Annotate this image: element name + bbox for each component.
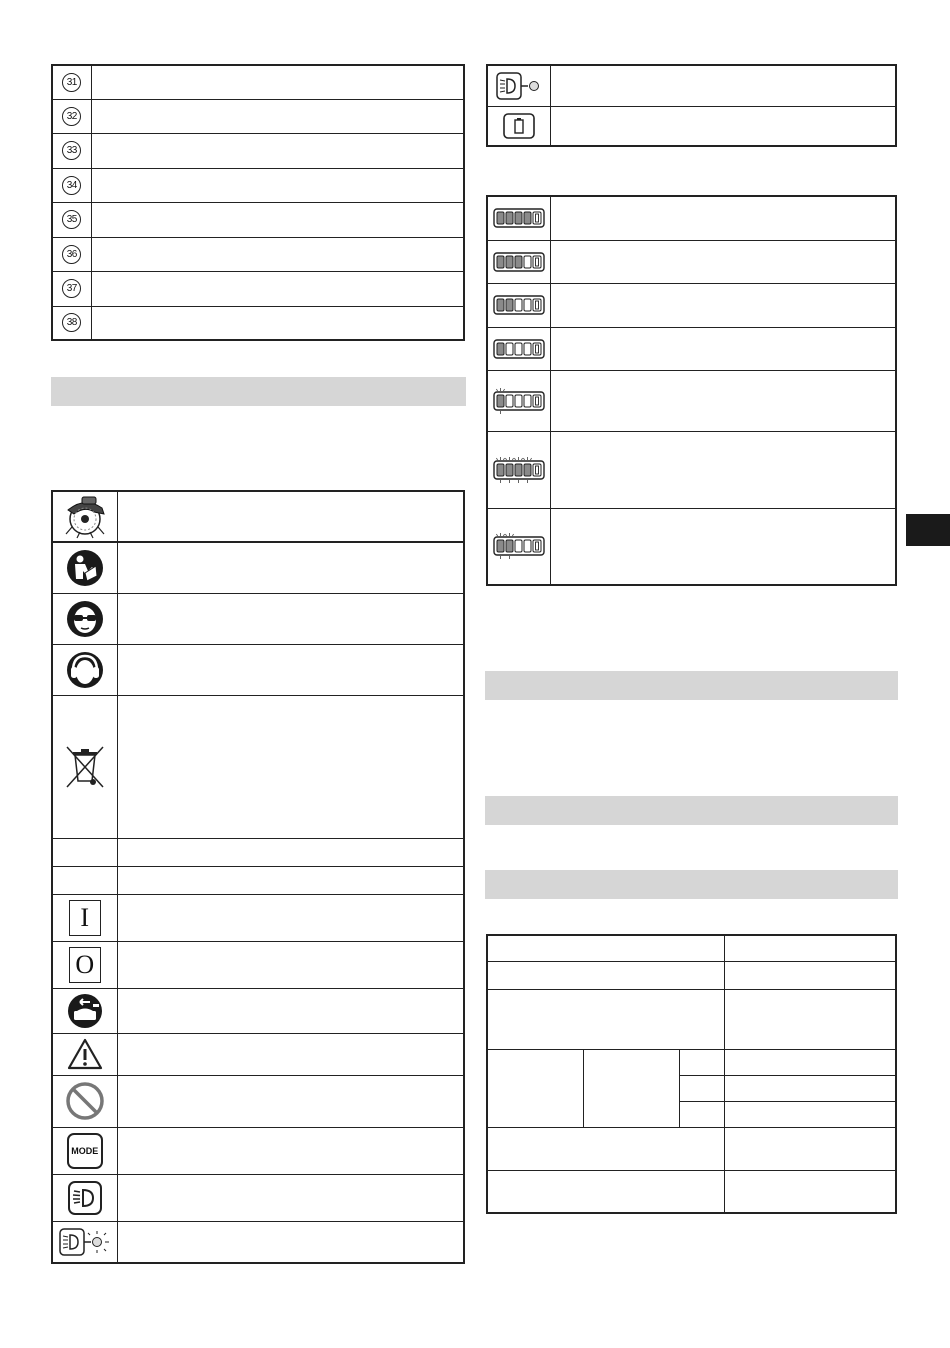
- table-row: [52, 542, 464, 593]
- light-off-icon: [495, 71, 543, 101]
- table-row: [487, 935, 896, 961]
- spec-label: [487, 1170, 724, 1213]
- warning-icon: [67, 1038, 103, 1070]
- battery-description: [550, 508, 896, 585]
- battery-level-1-blink-icon: [491, 387, 547, 415]
- table-row: [487, 327, 896, 370]
- table-row: [52, 593, 464, 644]
- spec-value: [724, 961, 896, 989]
- part-number: 33: [62, 141, 81, 160]
- table-row: [487, 1170, 896, 1213]
- table-row: [52, 894, 464, 941]
- part-number: 32: [62, 107, 81, 126]
- symbol-description: [117, 593, 464, 644]
- table-row: [487, 1127, 896, 1170]
- spec-label: [487, 935, 724, 961]
- table-row: [52, 941, 464, 988]
- symbol-empty-cell: [52, 866, 117, 894]
- read-manual-icon: [66, 549, 104, 587]
- table-row: [487, 961, 896, 989]
- battery-level-alternate-blink-icon: [491, 532, 547, 560]
- ear-protection-icon: [66, 651, 104, 689]
- mode-label: MODE: [71, 1145, 99, 1156]
- battery-level-all-blink-icon: [491, 456, 547, 484]
- table-row: [52, 1075, 464, 1127]
- part-description: [91, 271, 464, 306]
- part-description: [91, 65, 464, 99]
- table-row: [52, 695, 464, 838]
- spec-value: [724, 1170, 896, 1213]
- table-row: [487, 431, 896, 508]
- part-number: 36: [62, 245, 81, 264]
- table-row: [52, 1127, 464, 1174]
- battery-level-4-icon: [491, 204, 547, 232]
- table-row: [52, 1221, 464, 1263]
- spec-label: [487, 1127, 724, 1170]
- spec-value: [724, 989, 896, 1049]
- table-row: [52, 99, 464, 133]
- section-heading-band: [51, 377, 466, 406]
- table-row: [52, 491, 464, 542]
- part-description: [91, 237, 464, 271]
- section-heading-band: [485, 870, 898, 899]
- part-description: [91, 202, 464, 237]
- crossed-bin-icon: [65, 745, 105, 789]
- table-row: [52, 168, 464, 202]
- symbols-table: [51, 490, 465, 1264]
- spec-value: [724, 1127, 896, 1170]
- table-row: [52, 988, 464, 1033]
- section-heading-band: [485, 796, 898, 825]
- table-row: [52, 133, 464, 168]
- table-row: [52, 306, 464, 340]
- switch-off-label: O: [75, 949, 95, 979]
- symbol-description: [117, 695, 464, 838]
- battery-description: [550, 370, 896, 431]
- prohibited-icon: [65, 1081, 105, 1121]
- safety-glasses-icon: [66, 600, 104, 638]
- table-row: [487, 65, 896, 106]
- table-row: [52, 202, 464, 237]
- table-row: [487, 1049, 896, 1075]
- spec-subgroup: [583, 1049, 679, 1127]
- part-number: 34: [62, 176, 81, 195]
- battery-level-1-icon: [491, 335, 547, 363]
- light-on-icon: [58, 1226, 112, 1258]
- table-row: [52, 838, 464, 866]
- switch-on-label: I: [80, 902, 90, 932]
- symbol-description: [117, 1075, 464, 1127]
- symbol-description: [117, 988, 464, 1033]
- symbol-empty-cell: [52, 838, 117, 866]
- part-description: [91, 306, 464, 340]
- spec-item: [679, 1101, 724, 1127]
- spec-value: [724, 935, 896, 961]
- battery-level-2-icon: [491, 291, 547, 319]
- spec-value: [724, 1101, 896, 1127]
- battery-description: [550, 327, 896, 370]
- spec-value: [724, 1049, 896, 1075]
- disconnect-battery-icon: [66, 992, 104, 1030]
- section-heading-band: [485, 671, 898, 700]
- symbol-description: [117, 644, 464, 695]
- symbol-description: [117, 838, 464, 866]
- battery-description: [550, 240, 896, 283]
- table-row: [52, 271, 464, 306]
- circular-saw-icon: [60, 494, 110, 540]
- table-row: [487, 196, 896, 240]
- table-row: [487, 283, 896, 327]
- symbol-description: [117, 542, 464, 593]
- spec-label: [487, 961, 724, 989]
- symbol-description: [117, 1174, 464, 1221]
- spec-table: [486, 934, 897, 1214]
- part-number: 37: [62, 279, 81, 298]
- spec-label: [487, 989, 724, 1049]
- part-number: 38: [62, 313, 81, 332]
- spec-group: [487, 1049, 583, 1127]
- symbol-description: [117, 894, 464, 941]
- symbol-description: [117, 1221, 464, 1263]
- table-row: [52, 1174, 464, 1221]
- symbol-description: [117, 491, 464, 542]
- battery-description: [550, 283, 896, 327]
- symbol-description: [117, 866, 464, 894]
- table-row: [52, 866, 464, 894]
- battery-description: [550, 196, 896, 240]
- battery-icon: [502, 112, 536, 140]
- battery-level-table: [486, 195, 897, 586]
- part-number: 31: [62, 73, 81, 92]
- switch-off-icon: [69, 947, 101, 983]
- table-row: [52, 65, 464, 99]
- symbol-description: [117, 1127, 464, 1174]
- light-description: [550, 106, 896, 146]
- spec-item: [679, 1075, 724, 1101]
- section-tab: [906, 514, 950, 546]
- table-row: [52, 1033, 464, 1075]
- switch-on-icon: [69, 900, 101, 936]
- parts-table: [51, 64, 465, 341]
- spec-value: [724, 1075, 896, 1101]
- table-row: [52, 237, 464, 271]
- table-row: [487, 370, 896, 431]
- table-row: [487, 989, 896, 1049]
- battery-description: [550, 431, 896, 508]
- symbol-description: [117, 941, 464, 988]
- symbol-description: [117, 1033, 464, 1075]
- light-description: [550, 65, 896, 106]
- table-row: [487, 240, 896, 283]
- part-description: [91, 168, 464, 202]
- part-description: [91, 99, 464, 133]
- table-row: [487, 508, 896, 585]
- table-row: [52, 644, 464, 695]
- battery-level-3-icon: [491, 248, 547, 276]
- part-description: [91, 133, 464, 168]
- mode-button-icon: [67, 1133, 103, 1169]
- light-status-table: [486, 64, 897, 147]
- part-number: 35: [62, 210, 81, 229]
- spec-item: [679, 1049, 724, 1075]
- light-button-icon: [67, 1180, 103, 1216]
- table-row: [487, 106, 896, 146]
